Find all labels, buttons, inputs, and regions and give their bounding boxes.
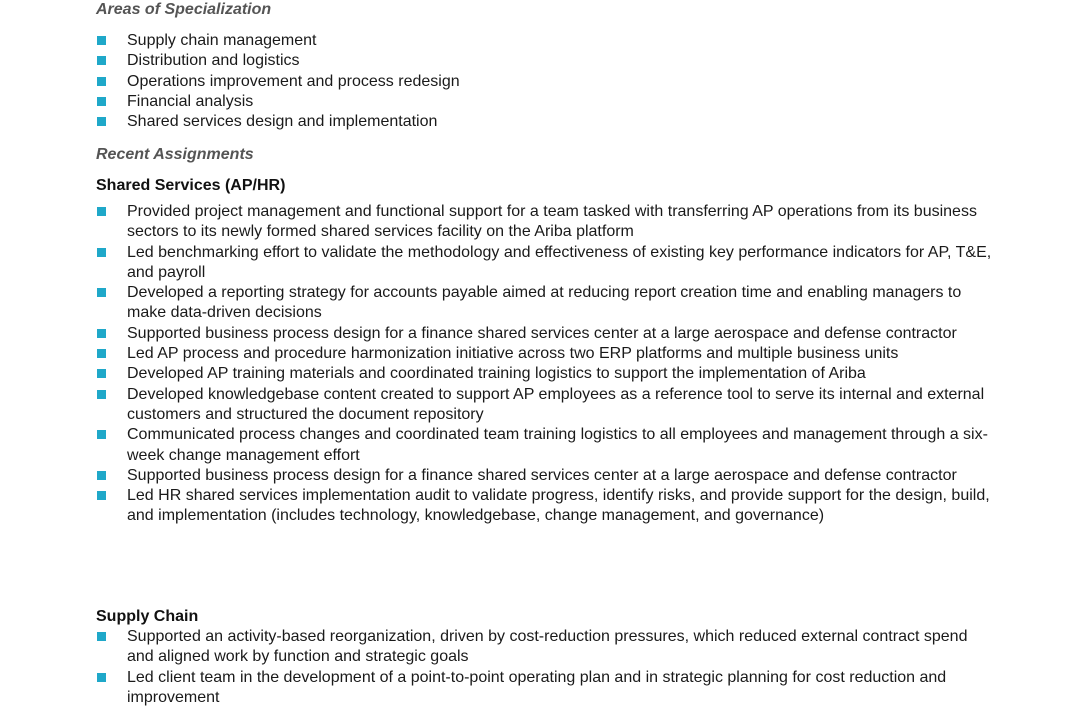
specialization-list (96, 31, 996, 132)
bullet-item (96, 486, 996, 527)
bullet-text: Provided project management and functional support for a team tasked with transferring AP operations from its business sectors to its newly formed shared services facility on the Ariba platform (127, 203, 977, 241)
square-bullet-icon (97, 56, 106, 65)
square-bullet-icon (97, 36, 106, 45)
bullet-item (96, 243, 996, 284)
bullet-text: Supported an activity-based reorganization, driven by cost-reduction pressures, which reduced external contract spend and aligned work by function and strategic goals (127, 628, 968, 666)
shared-services-heading: Shared Services (AP/HR) (96, 177, 286, 194)
bullet-item (96, 627, 996, 668)
areas-of-specialization-heading: Areas of Specialization (96, 1, 272, 18)
bullet-text: Communicated process changes and coordinated team training logistics to all employees and management through a six-week change management effort (127, 426, 988, 464)
square-bullet-icon (97, 390, 106, 399)
supply-chain-list (96, 627, 996, 708)
recent-assignments-heading: Recent Assignments (96, 146, 254, 163)
bullet-text: Developed a reporting strategy for accounts payable aimed at reducing report creation time and enabling managers to make data-driven decisions (127, 284, 962, 322)
square-bullet-icon (97, 369, 106, 378)
bullet-item (96, 112, 996, 132)
bullet-text: Supported business process design for a finance shared services center at a large aerospace and defense contractor (127, 324, 957, 342)
bullet-text: Financial analysis (127, 92, 254, 110)
square-bullet-icon (97, 673, 106, 682)
bullet-item (96, 466, 996, 486)
square-bullet-icon (97, 491, 106, 500)
square-bullet-icon (97, 207, 106, 216)
bullet-text: Led AP process and procedure harmonization initiative across two ERP platforms and multiple business units (127, 345, 899, 363)
bullet-text: Supported business process design for a finance shared services center at a large aerospace and defense contractor (127, 466, 957, 484)
bullet-text: Developed knowledgebase content created to support AP employees as a reference tool to serve its internal and external customers and structured the document repository (127, 385, 985, 423)
bullet-text: Led client team in the development of a point-to-point operating plan and in strategic planning for cost reduction and improvement (127, 668, 947, 706)
supply-chain-heading: Supply Chain (96, 608, 199, 625)
bullet-item (96, 31, 996, 51)
bullet-text: Distribution and logistics (127, 52, 300, 70)
bullet-text: Developed AP training materials and coordinated training logistics to support the implementation of Ariba (127, 365, 866, 383)
square-bullet-icon (97, 632, 106, 641)
bullet-item (96, 92, 996, 112)
bullet-text: Operations improvement and process redesign (127, 72, 460, 90)
bullet-item (96, 668, 996, 708)
bullet-text: Supply chain management (127, 32, 317, 49)
bullet-text: Led HR shared services implementation audit to validate progress, identify risks, and provide support for the design, build, and implementation (includes technology, knowledgebase, change management, and governance) (127, 487, 990, 525)
bullet-item (96, 364, 996, 384)
square-bullet-icon (97, 97, 106, 106)
bullet-item (96, 344, 996, 364)
square-bullet-icon (97, 248, 106, 257)
square-bullet-icon (97, 329, 106, 338)
bullet-text: Led benchmarking effort to validate the methodology and effectiveness of existing key performance indicators for AP, T&E, and payroll (127, 243, 992, 281)
bullet-text: Shared services design and implementation (127, 113, 438, 131)
bullet-item (96, 425, 996, 466)
square-bullet-icon (97, 349, 106, 358)
bullet-item (96, 202, 996, 243)
square-bullet-icon (97, 117, 106, 126)
square-bullet-icon (97, 430, 106, 439)
square-bullet-icon (97, 288, 106, 297)
bullet-item (96, 324, 996, 344)
shared-services-list (96, 202, 996, 527)
square-bullet-icon (97, 471, 106, 480)
bullet-item (96, 283, 996, 324)
bullet-item (96, 72, 996, 92)
square-bullet-icon (97, 77, 106, 86)
bullet-item (96, 385, 996, 426)
bullet-item (96, 51, 996, 71)
